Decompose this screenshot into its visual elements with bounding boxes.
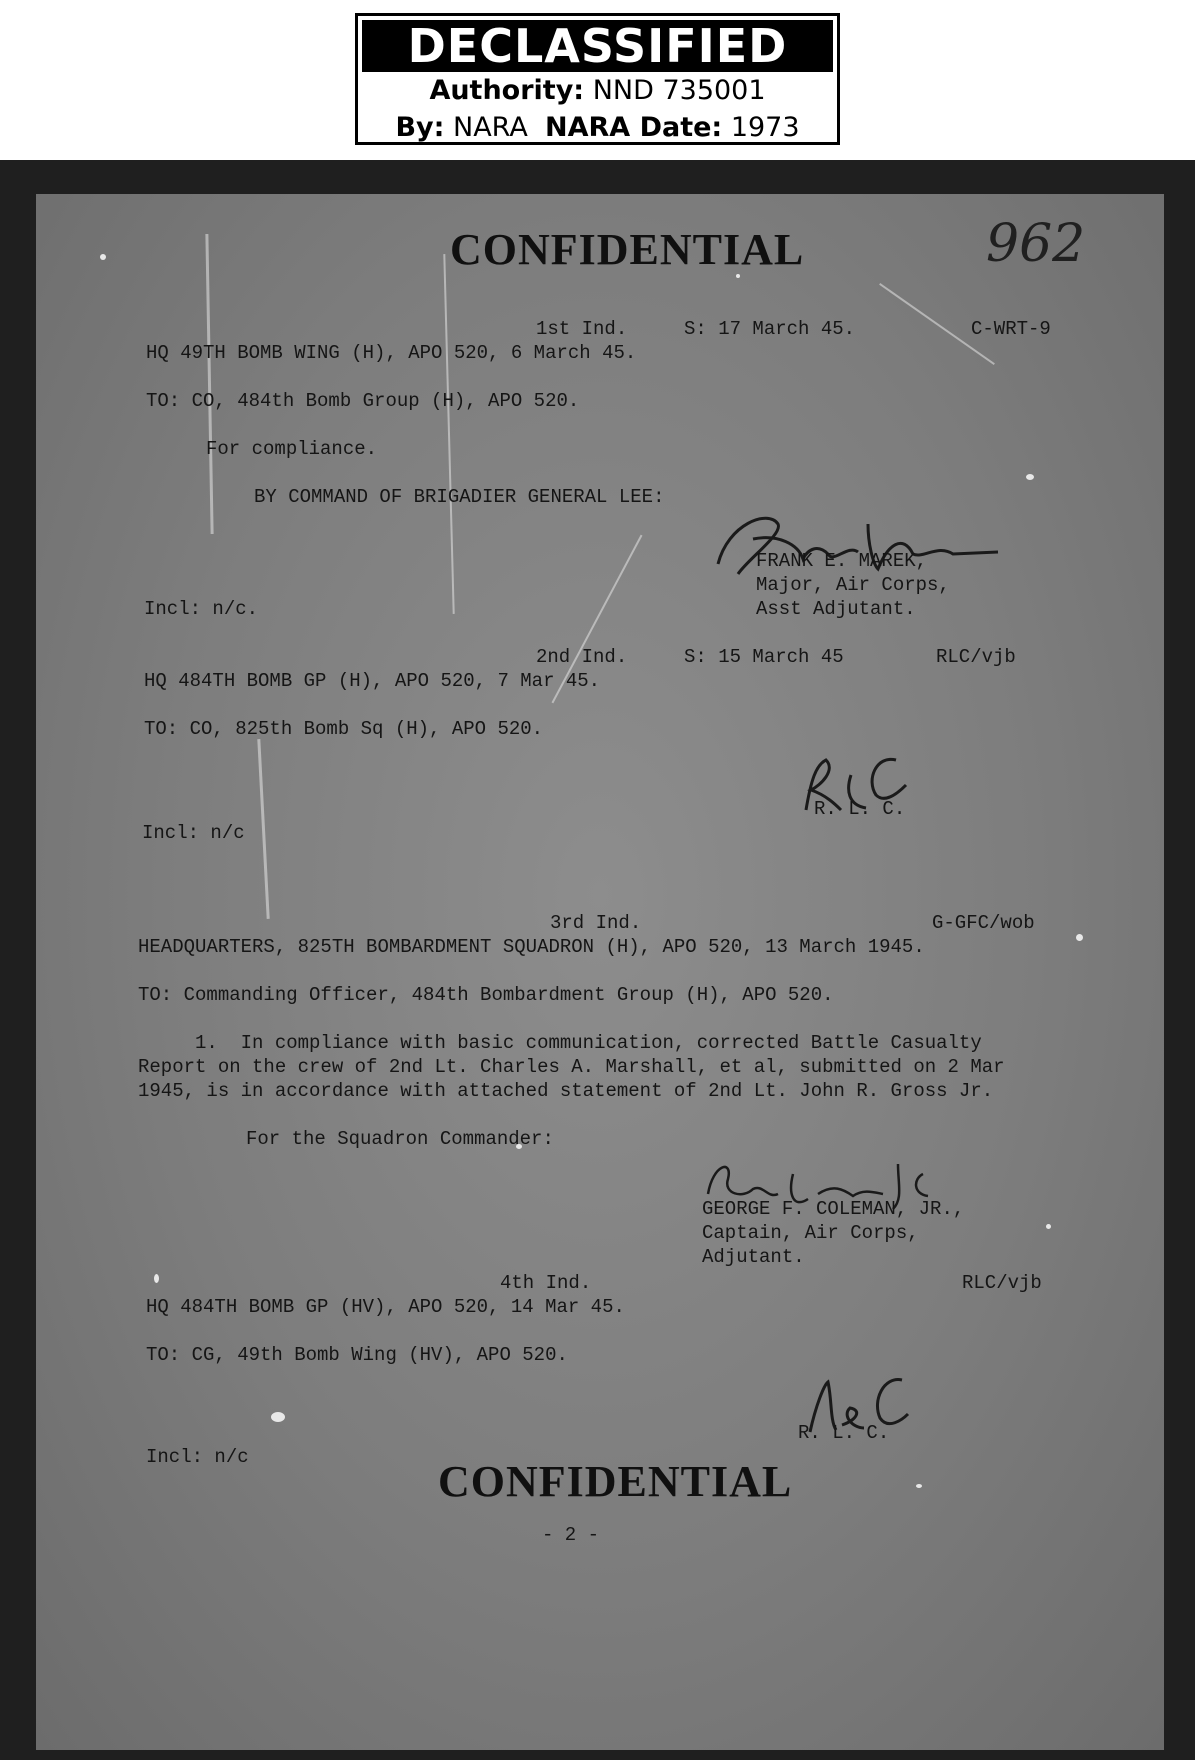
speck [100, 254, 106, 260]
stamp-date-label: NARA Date: [545, 112, 723, 143]
ind1-signer-title: Asst Adjutant. [756, 598, 916, 620]
speck [916, 1484, 922, 1488]
speck [1026, 474, 1034, 480]
ind1-date: S: 17 March 45. [684, 318, 856, 340]
scratch-mark [257, 739, 269, 919]
speck [1076, 934, 1083, 941]
speck [154, 1274, 159, 1283]
ind1-signer-name: FRANK E. MAREK, [756, 550, 928, 572]
classification-bottom: CONFIDENTIAL [438, 1457, 793, 1506]
handwritten-page-number: 962 [986, 214, 1086, 274]
stamp-authority [358, 72, 837, 109]
scratch-mark [443, 254, 454, 614]
scanned-document-frame [0, 160, 1195, 1760]
ind1-signer-rank: Major, Air Corps, [756, 574, 950, 596]
ind4-to: TO: CG, 49th Bomb Wing (HV), APO 520. [146, 1344, 568, 1366]
ind1-to: TO: CO, 484th Bomb Group (H), APO 520. [146, 390, 580, 412]
ind1-ref: C-WRT-9 [971, 318, 1051, 340]
page-footer-number: - 2 - [542, 1524, 600, 1546]
ind4-incl: Incl: n/c [146, 1446, 249, 1468]
declassified-stamp [355, 13, 840, 145]
signature-marek [708, 504, 1008, 584]
stamp-by-value: NARA [453, 112, 528, 143]
stamp-authority-value: NND 735001 [592, 75, 766, 106]
ind3-para-line1: 1. In compliance with basic communication, corrected Battle Casualty [138, 1032, 982, 1054]
ind1-header: HQ 49TH BOMB WING (H), APO 520, 6 March 45. [146, 342, 637, 364]
ind3-ref: G-GFC/wob [932, 912, 1035, 934]
ind3-signer-name: GEORGE F. COLEMAN, JR., [702, 1198, 965, 1220]
ind4-header: HQ 484TH BOMB GP (HV), APO 520, 14 Mar 45. [146, 1296, 625, 1318]
ind3-para-line3: 1945, is in accordance with attached statement of 2nd Lt. John R. Gross Jr. [138, 1080, 994, 1102]
speck [1046, 1224, 1051, 1229]
ind1-command: BY COMMAND OF BRIGADIER GENERAL LEE: [254, 486, 665, 508]
ind2-incl: Incl: n/c [142, 822, 245, 844]
speck [271, 1412, 285, 1422]
ind3-for-commander: For the Squadron Commander: [246, 1128, 554, 1150]
ind3-signer-title: Adjutant. [702, 1246, 805, 1268]
ind3-signer-rank: Captain, Air Corps, [702, 1222, 919, 1244]
ind4-initials: R. L. C. [798, 1422, 890, 1444]
stamp-by-date [358, 109, 837, 146]
ind2-ref: RLC/vjb [936, 646, 1016, 668]
ind2-initials: R. L. C. [814, 798, 906, 820]
ind1-incl: Incl: n/c. [144, 598, 259, 620]
ind4-label: 4th Ind. [500, 1272, 592, 1294]
stamp-date-value: 1973 [730, 112, 800, 143]
ind1-body: For compliance. [206, 438, 378, 460]
ind2-header: HQ 484TH BOMB GP (H), APO 520, 7 Mar 45. [144, 670, 601, 692]
classification-top: CONFIDENTIAL [450, 225, 805, 274]
ind3-label: 3rd Ind. [550, 912, 642, 934]
ind3-to: TO: Commanding Officer, 484th Bombardment Group (H), APO 520. [138, 984, 834, 1006]
scratch-mark [205, 234, 213, 534]
document-page [36, 194, 1164, 1750]
ind1-label: 1st Ind. [536, 318, 628, 340]
stamp-by-label: By: [395, 112, 445, 143]
ind4-ref: RLC/vjb [962, 1272, 1042, 1294]
ind2-date: S: 15 March 45 [684, 646, 844, 668]
stamp-title: DECLASSIFIED [362, 20, 833, 72]
ind3-para-line2: Report on the crew of 2nd Lt. Charles A. Marshall, et al, submitted on 2 Mar [138, 1056, 1005, 1078]
stamp-authority-label: Authority: [429, 75, 585, 106]
ind2-to: TO: CO, 825th Bomb Sq (H), APO 520. [144, 718, 544, 740]
ind2-label: 2nd Ind. [536, 646, 628, 668]
ind3-header: HEADQUARTERS, 825TH BOMBARDMENT SQUADRON (H), APO 520, 13 March 1945. [138, 936, 925, 958]
